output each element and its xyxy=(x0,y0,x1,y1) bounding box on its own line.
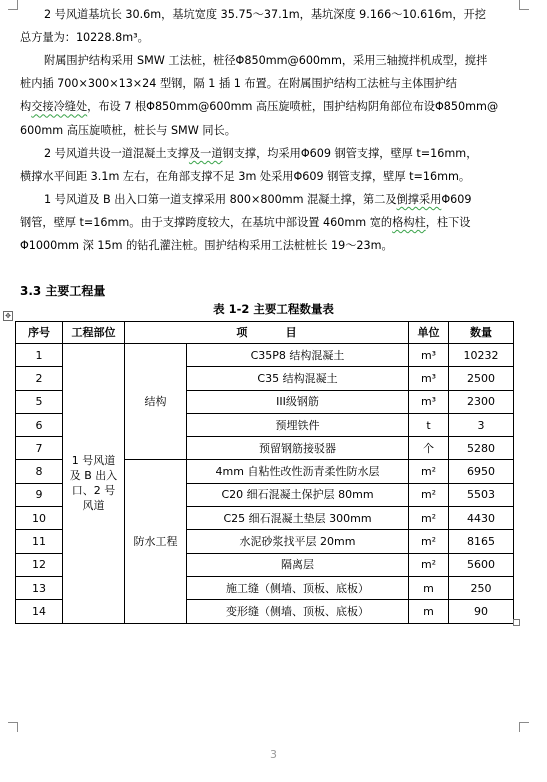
header-unit: 单位 xyxy=(409,322,449,344)
cell-qty: 3 xyxy=(449,413,514,436)
cell-unit: m² xyxy=(409,460,449,483)
grammar-flag: 及一道 xyxy=(188,147,223,160)
cell-qty: 6950 xyxy=(449,460,514,483)
page-corner-mark-bottom-right xyxy=(519,722,529,732)
cell-group-structure: 结构 xyxy=(125,344,187,460)
cell-unit: m² xyxy=(409,507,449,530)
cell-group-waterproof: 防水工程 xyxy=(125,460,187,623)
grammar-flag: 倒撑采用 xyxy=(396,193,442,206)
page-corner-mark-top-left xyxy=(8,0,18,10)
table-move-handle-icon[interactable]: ✥ xyxy=(3,311,13,321)
cell-no: 8 xyxy=(16,460,63,483)
paragraph-retaining-structure xyxy=(20,49,525,142)
cell-item: 施工缝（侧墙、顶板、底板） xyxy=(187,576,409,599)
cell-item: C35P8 结构混凝土 xyxy=(187,344,409,367)
text-line: Φ1000mm 深 15m 的钻孔灌注桩。围护结构采用工法桩桩长 19～23m。 xyxy=(20,239,393,253)
cell-no: 13 xyxy=(16,576,63,599)
cell-unit: m² xyxy=(409,483,449,506)
cell-no: 10 xyxy=(16,507,63,530)
cell-qty: 90 xyxy=(449,600,514,623)
cell-no: 14 xyxy=(16,600,63,623)
cell-unit: m xyxy=(409,600,449,623)
cell-qty: 5600 xyxy=(449,553,514,576)
text-line: 2 号风道共设一道混凝土支撑及一道钢支撑，均采用Φ609 钢管支撑，壁厚 t=16mm， xyxy=(44,147,478,160)
text-line: 构交接冷缝处，布设 7 根Φ850mm@600mm 高压旋喷桩，围护结构阴角部位布设Φ850mm@ xyxy=(20,100,499,114)
cell-no: 11 xyxy=(16,530,63,553)
cell-no: 12 xyxy=(16,553,63,576)
cell-qty: 5280 xyxy=(449,437,514,460)
cell-qty: 2300 xyxy=(449,390,514,413)
paragraph-support-system xyxy=(20,142,525,188)
text-line: 桩内插 700×300×13×24 型钢，隔 1 插 1 布置。在附属围护结构工法桩与主体围护结 xyxy=(20,77,457,91)
cell-qty: 10232 xyxy=(449,344,514,367)
text-line: 横撑水平间距 3.1m 左右，在角部支撑不足 3m 处采用Φ609 钢管支撑，壁厚 t=16mm。 xyxy=(20,170,471,184)
cell-no: 9 xyxy=(16,483,63,506)
cell-no: 5 xyxy=(16,390,63,413)
cell-qty: 5503 xyxy=(449,483,514,506)
paragraph-entrance-b-support xyxy=(20,188,525,258)
cell-item: 预埋铁件 xyxy=(187,413,409,436)
cell-item: 隔离层 xyxy=(187,553,409,576)
paragraph-pit-2-dimensions xyxy=(20,3,525,49)
cell-qty: 8165 xyxy=(449,530,514,553)
cell-unit: t xyxy=(409,413,449,436)
section-heading: 3.3 主要工程量 xyxy=(20,284,106,298)
cell-no: 2 xyxy=(16,367,63,390)
text-line: 600mm 高压旋喷桩，桩长与 SMW 同长。 xyxy=(20,123,236,137)
cell-unit: m³ xyxy=(409,344,449,367)
table-caption: 表 1-2 主要工程数量表 xyxy=(213,302,334,316)
cell-qty: 2500 xyxy=(449,367,514,390)
text-line: 2 号风道基坑长 30.6m，基坑宽度 35.75～37.1m，基坑深度 9.166～10.616m，开挖 xyxy=(44,8,486,21)
quantities-table xyxy=(15,321,514,624)
cell-unit: m³ xyxy=(409,367,449,390)
cell-qty: 250 xyxy=(449,576,514,599)
header-qty: 数量 xyxy=(449,322,514,344)
text-line: 钢管，壁厚 t=16mm。由于支撑跨度较大，在基坑中部设置 460mm 宽的格构柱，柱下设 xyxy=(20,216,471,230)
cell-unit: m² xyxy=(409,553,449,576)
header-part: 工程部位 xyxy=(63,322,125,344)
table-row xyxy=(16,344,514,367)
page-number: 3 xyxy=(270,748,277,761)
text-line: 1 号风道及 B 出入口第一道支撑采用 800×800mm 混凝土撑，第二及倒撑采用Φ609 xyxy=(44,193,472,206)
table-resize-handle[interactable] xyxy=(513,619,520,626)
cell-unit: 个 xyxy=(409,437,449,460)
cell-item: III级钢筋 xyxy=(187,390,409,413)
table-header-row xyxy=(16,322,514,344)
cell-qty: 4430 xyxy=(449,507,514,530)
cell-no: 6 xyxy=(16,413,63,436)
cell-item: 预留钢筋接驳器 xyxy=(187,437,409,460)
cell-item: 4mm 自粘性改性沥青柔性防水层 xyxy=(187,460,409,483)
cell-item: C25 细石混凝土垫层 300mm xyxy=(187,507,409,530)
text-line: 附属围护结构采用 SMW 工法桩，桩径Φ850mm@600mm，采用三轴搅拌机成型，搅拌 xyxy=(44,54,488,67)
page-corner-mark-bottom-left xyxy=(8,722,18,732)
cell-item: C20 细石混凝土保护层 80mm xyxy=(187,483,409,506)
cell-unit: m³ xyxy=(409,390,449,413)
grammar-flag: 交接冷缝处 xyxy=(31,100,88,114)
header-no: 序号 xyxy=(16,322,63,344)
cell-unit: m² xyxy=(409,530,449,553)
grammar-flag: 格构柱 xyxy=(392,216,426,230)
cell-part: 1 号风道及 B 出入口、2 号风道 xyxy=(63,344,125,624)
cell-no: 1 xyxy=(16,344,63,367)
cell-unit: m xyxy=(409,576,449,599)
cell-no: 7 xyxy=(16,437,63,460)
text-line: 总方量为：10228.8m³。 xyxy=(20,31,149,45)
cell-item: 水泥砂浆找平层 20mm xyxy=(187,530,409,553)
cell-item: C35 结构混凝土 xyxy=(187,367,409,390)
cell-item: 变形缝（侧墙、顶板、底板） xyxy=(187,600,409,623)
header-item: 项 目 xyxy=(125,322,409,344)
